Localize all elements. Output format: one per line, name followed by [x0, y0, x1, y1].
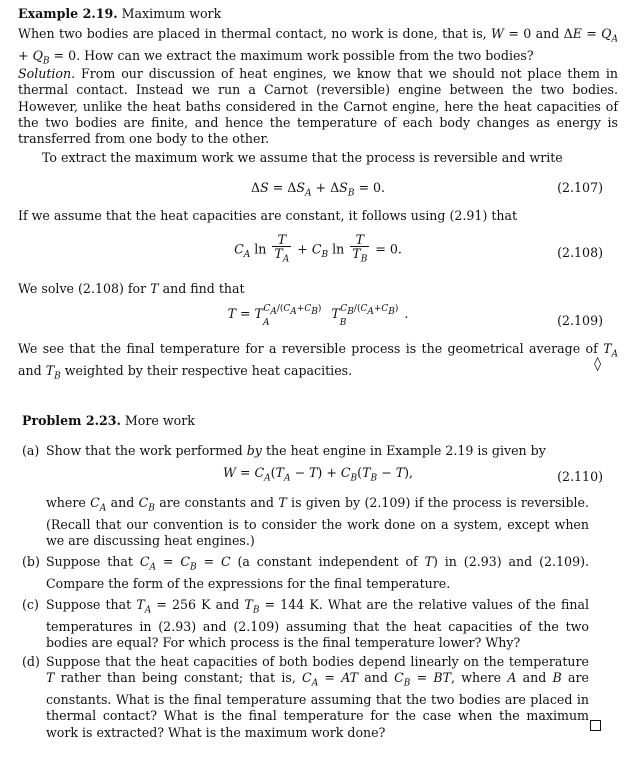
problem-heading [22, 413, 622, 429]
solution-text: From our discussion of heat engines, we know that we should not place them in thermal contact. Instead we run a Carnot (reversible) engine between the two bodies. However, unlike the heat baths considered in the Carnot engine, here the heat capacities of the two bodies are finite, and hence the temperature of each body changes as energy is transferred from one body to the other. [18, 66, 618, 147]
end-of-example-diamond-icon: ◊ [594, 356, 601, 372]
para-constant-capacity: If we assume that the heat capacities are constant, it follows using (2.91) that [18, 208, 518, 223]
equation-2-108: $C_A$ ln $\frac{T}{T_A}$ + $C_B$ ln $\frac{T}{T_B}$ = 0. [234, 232, 402, 265]
problem-item-a-cont: where $C_A$ and $C_B$ are constants and T is given by (2.109) if the process is reversible. (Recall that our convention is to consider the work done on a system, except when we are discussing heat engines.) [46, 495, 590, 549]
problem-item-a: (a) Show that the work performed by the heat engine in Example 2.19 is given by [22, 443, 546, 458]
eq-number-109: (2.109) [557, 313, 603, 328]
para-geometric-average: We see that the final temperature for a reversible process is the geometrical average of $T_A$ and $T_B$ weighted by their respective heat capacities. [18, 341, 619, 382]
end-of-problem-square-icon [590, 720, 601, 731]
solution-label: Solution. [18, 66, 76, 81]
example-label: Example 2.19. [18, 6, 118, 21]
example-intro: When two bodies are placed in thermal contact, no work is done, that is, W = 0 and $\Delta E = Q_A + Q_B = 0$. How can we extract the maximum work possible from the two bodies? [18, 26, 618, 67]
problem-item-d: (d) Suppose that the heat capacities of both bodies depend linearly on the temperature T rather than being constant; that is, $C_A$ = AT and $C_B$ = BT, where A and B are constants. What is the final temperature assuming that the two bodies are placed in thermal contact? What is the final temperature for the case when the maximum work is extracted? What is the maximum work done? [22, 654, 590, 740]
problem-title: More work [124, 413, 195, 428]
solution-paragraph [18, 66, 618, 147]
para-solve: We solve (2.108) for T and find that [18, 281, 245, 296]
problem-item-b: (b) Suppose that $C_A = C_B = C$ (a constant independent of T) in (2.93) and (2.109). Compare the form of the expressions for the final temperature. [22, 554, 590, 591]
eq-number-107: (2.107) [557, 180, 603, 195]
equation-2-107: $\Delta S = \Delta S_A + \Delta S_B = 0$. [250, 180, 386, 199]
problem-label: Problem 2.23. [22, 413, 121, 428]
example-heading [18, 6, 618, 22]
equation-2-110: $W = C_A(T_A - T) + C_B(T_B - T)$, [222, 465, 414, 484]
equation-2-109: $T = T_A^{C_A/(C_A+C_B)}$ $T_B^{C_B/(C_A+C_B)}$ . [227, 304, 409, 328]
problem-item-c: (c) Suppose that $T_A = 256$ K and $T_B = 144$ K. What are the relative values of the final temperatures in (2.93) and (2.109) assuming that the heat capacities of the two bodies are equal? For which process is the final temperature lower? Why? [22, 597, 590, 651]
eq-number-110: (2.110) [557, 469, 603, 484]
eq-number-108: (2.108) [557, 245, 603, 260]
para-reversible: To extract the maximum work we assume that the process is reversible and write [42, 150, 563, 165]
example-title: Maximum work [121, 6, 222, 21]
